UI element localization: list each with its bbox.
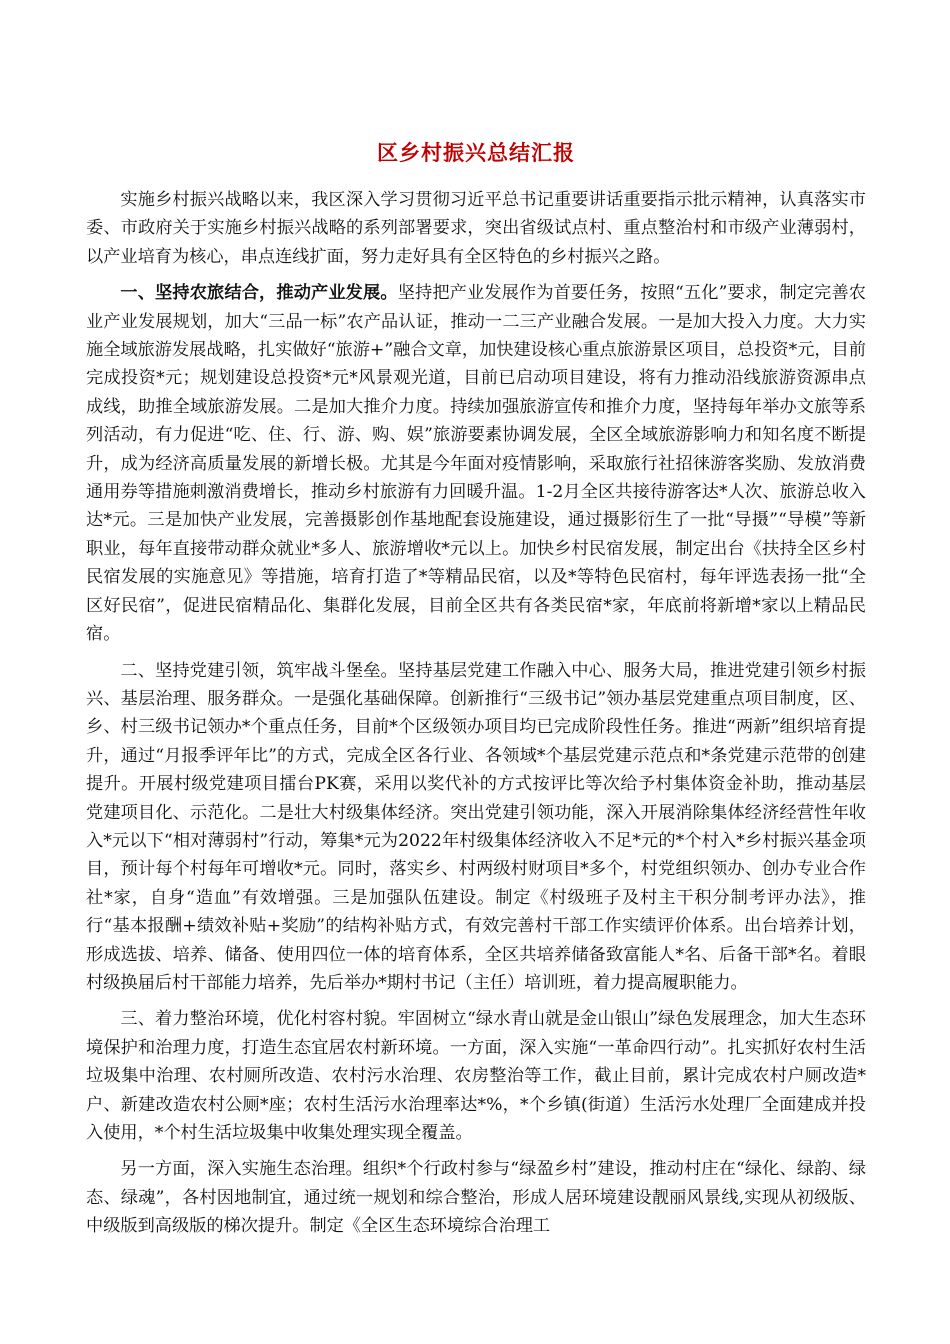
document-title: 区乡村振兴总结汇报 bbox=[377, 140, 575, 165]
document-page bbox=[86, 138, 866, 1249]
section-2-paragraph: 二、坚持党建引领，筑牢战斗堡垒。坚持基层党建工作融入中心、服务大局，推进党建引领乡村振兴、基层治理、服务群众。一是强化基础保障。创新推行“三级书记”领办基层党建重点项目制度，区、乡、村三级书记领办*个重点任务，目前*个区级领办项目均已完成阶段性任务。推进“两新”组织培育提升，通过“月报季评年比”的方式，完成全区各行业、各领域*个基层党建示范点和*条党建示范带的创建提升。开展村级党建项目擂台PK赛，采用以奖代补的方式按评比等次给予村集体资金补助，推动基层党建项目化、示范化。二是壮大村级集体经济。突出党建引领功能，深入开展消除集体经济经营性年收入*元以下“相对薄弱村”行动，筹集*元为2022年村级集体经济收入不足*元的*个村入*乡村振兴基金项目，预计每个村每年可增收*元。同时，落实乡、村两级村财项目*多个，村党组织领办、创办专业合作社*家，自身“造血”有效增强。三是加强队伍建设。制定《村级班子及村主干积分制考评办法》，推行“基本报酬+绩效补贴+奖励”的结构补贴方式，有效完善村干部工作实绩评价体系。出台培养计划，形成选拔、培养、储备、使用四位一体的培育体系，全区共培养储备致富能人*名、后备干部*名。着眼村级换届后村干部能力培养，先后举办*期村书记（主任）培训班，着力提高履职能力。 bbox=[86, 660, 866, 993]
section-1-heading: 一、坚持农旅结合，推动产业发展。 bbox=[120, 283, 398, 304]
section-3-paragraph: 三、着力整治环境，优化村容村貌。牢固树立“绿水青山就是金山银山”绿色发展理念，加大生态环境保护和治理力度，打造生态宜居农村新环境。一方面，深入实施“一革命四行动”。扎实抓好农村生活垃圾集中治理、农村厕所改造、农村污水治理、农房整治等工作，截止目前，累计完成农村户厕改造*户、新建改造农村公厕*座；农村生活污水治理率达*%，*个乡镇(街道）生活污水处理厂全面建成并投入使用，*个村生活垃圾集中收集处理实现全覆盖。 bbox=[86, 1009, 866, 1143]
section-3-continued-paragraph: 另一方面，深入实施生态治理。组织*个行政村参与“绿盈乡村”建设，推动村庄在“绿化、绿韵、绿态、绿魂”，各村因地制宜，通过统一规划和综合整治，形成人居环境建设靓丽风景线,实现从初级版、中级版到高级版的梯次提升。制定《全区生态环境综合治理工 bbox=[86, 1159, 866, 1237]
section-1-body: 坚持把产业发展作为首要任务，按照“五化”要求，制定完善农业产业发展规划，加大“三品一标”农产品认证，推动一二三产业融合发展。一是加大投入力度。大力实施全域旅游发展战略，扎实做好“旅游+”融合文章，加快建设核心重点旅游景区项目，总投资*元，目前完成投资*元；规划建设总投资*元*风景观光道，目前已启动项目建设，将有力推动沿线旅游资源串点成线，助推全域旅游发展。二是加大推介力度。持续加强旅游宣传和推介力度，坚持每年举办文旅等系列活动，有力促进“吃、住、行、游、购、娱”旅游要素协调发展，全区全域旅游影响力和知名度不断提升，成为经济高质量发展的新增长极。尤其是今年面对疫情影响，采取旅行社招徕游客奖励、发放消费通用券等措施刺激消费增长，推动乡村旅游有力回暖升温。1-2月全区共接待游客达*人次、旅游总收入达*元。三是加快产业发展，完善摄影创作基地配套设施建设，通过摄影衍生了一批“导摄”“导模”等新职业，每年直接带动群众就业*多人、旅游增收*元以上。加快乡村民宿发展，制定出台《扶持全区乡村民宿发展的实施意见》等措施，培育打造了*等精品民宿，以及*等特色民宿村，每年评选表扬一批“全区好民宿”，促进民宿精品化、集群化发展，目前全区共有各类民宿*家，年底前将新增*家以上精品民宿。 bbox=[86, 283, 866, 645]
section-1-paragraph bbox=[86, 279, 866, 648]
intro-paragraph: 实施乡村振兴战略以来，我区深入学习贯彻习近平总书记重要讲话重要指示批示精神，认真落实市委、市政府关于实施乡村振兴战略的系列部署要求，突出省级试点村、重点整治村和市级产业薄弱村，以产业培育为核心，串点连线扩面，努力走好具有全区特色的乡村振兴之路。 bbox=[86, 190, 866, 267]
